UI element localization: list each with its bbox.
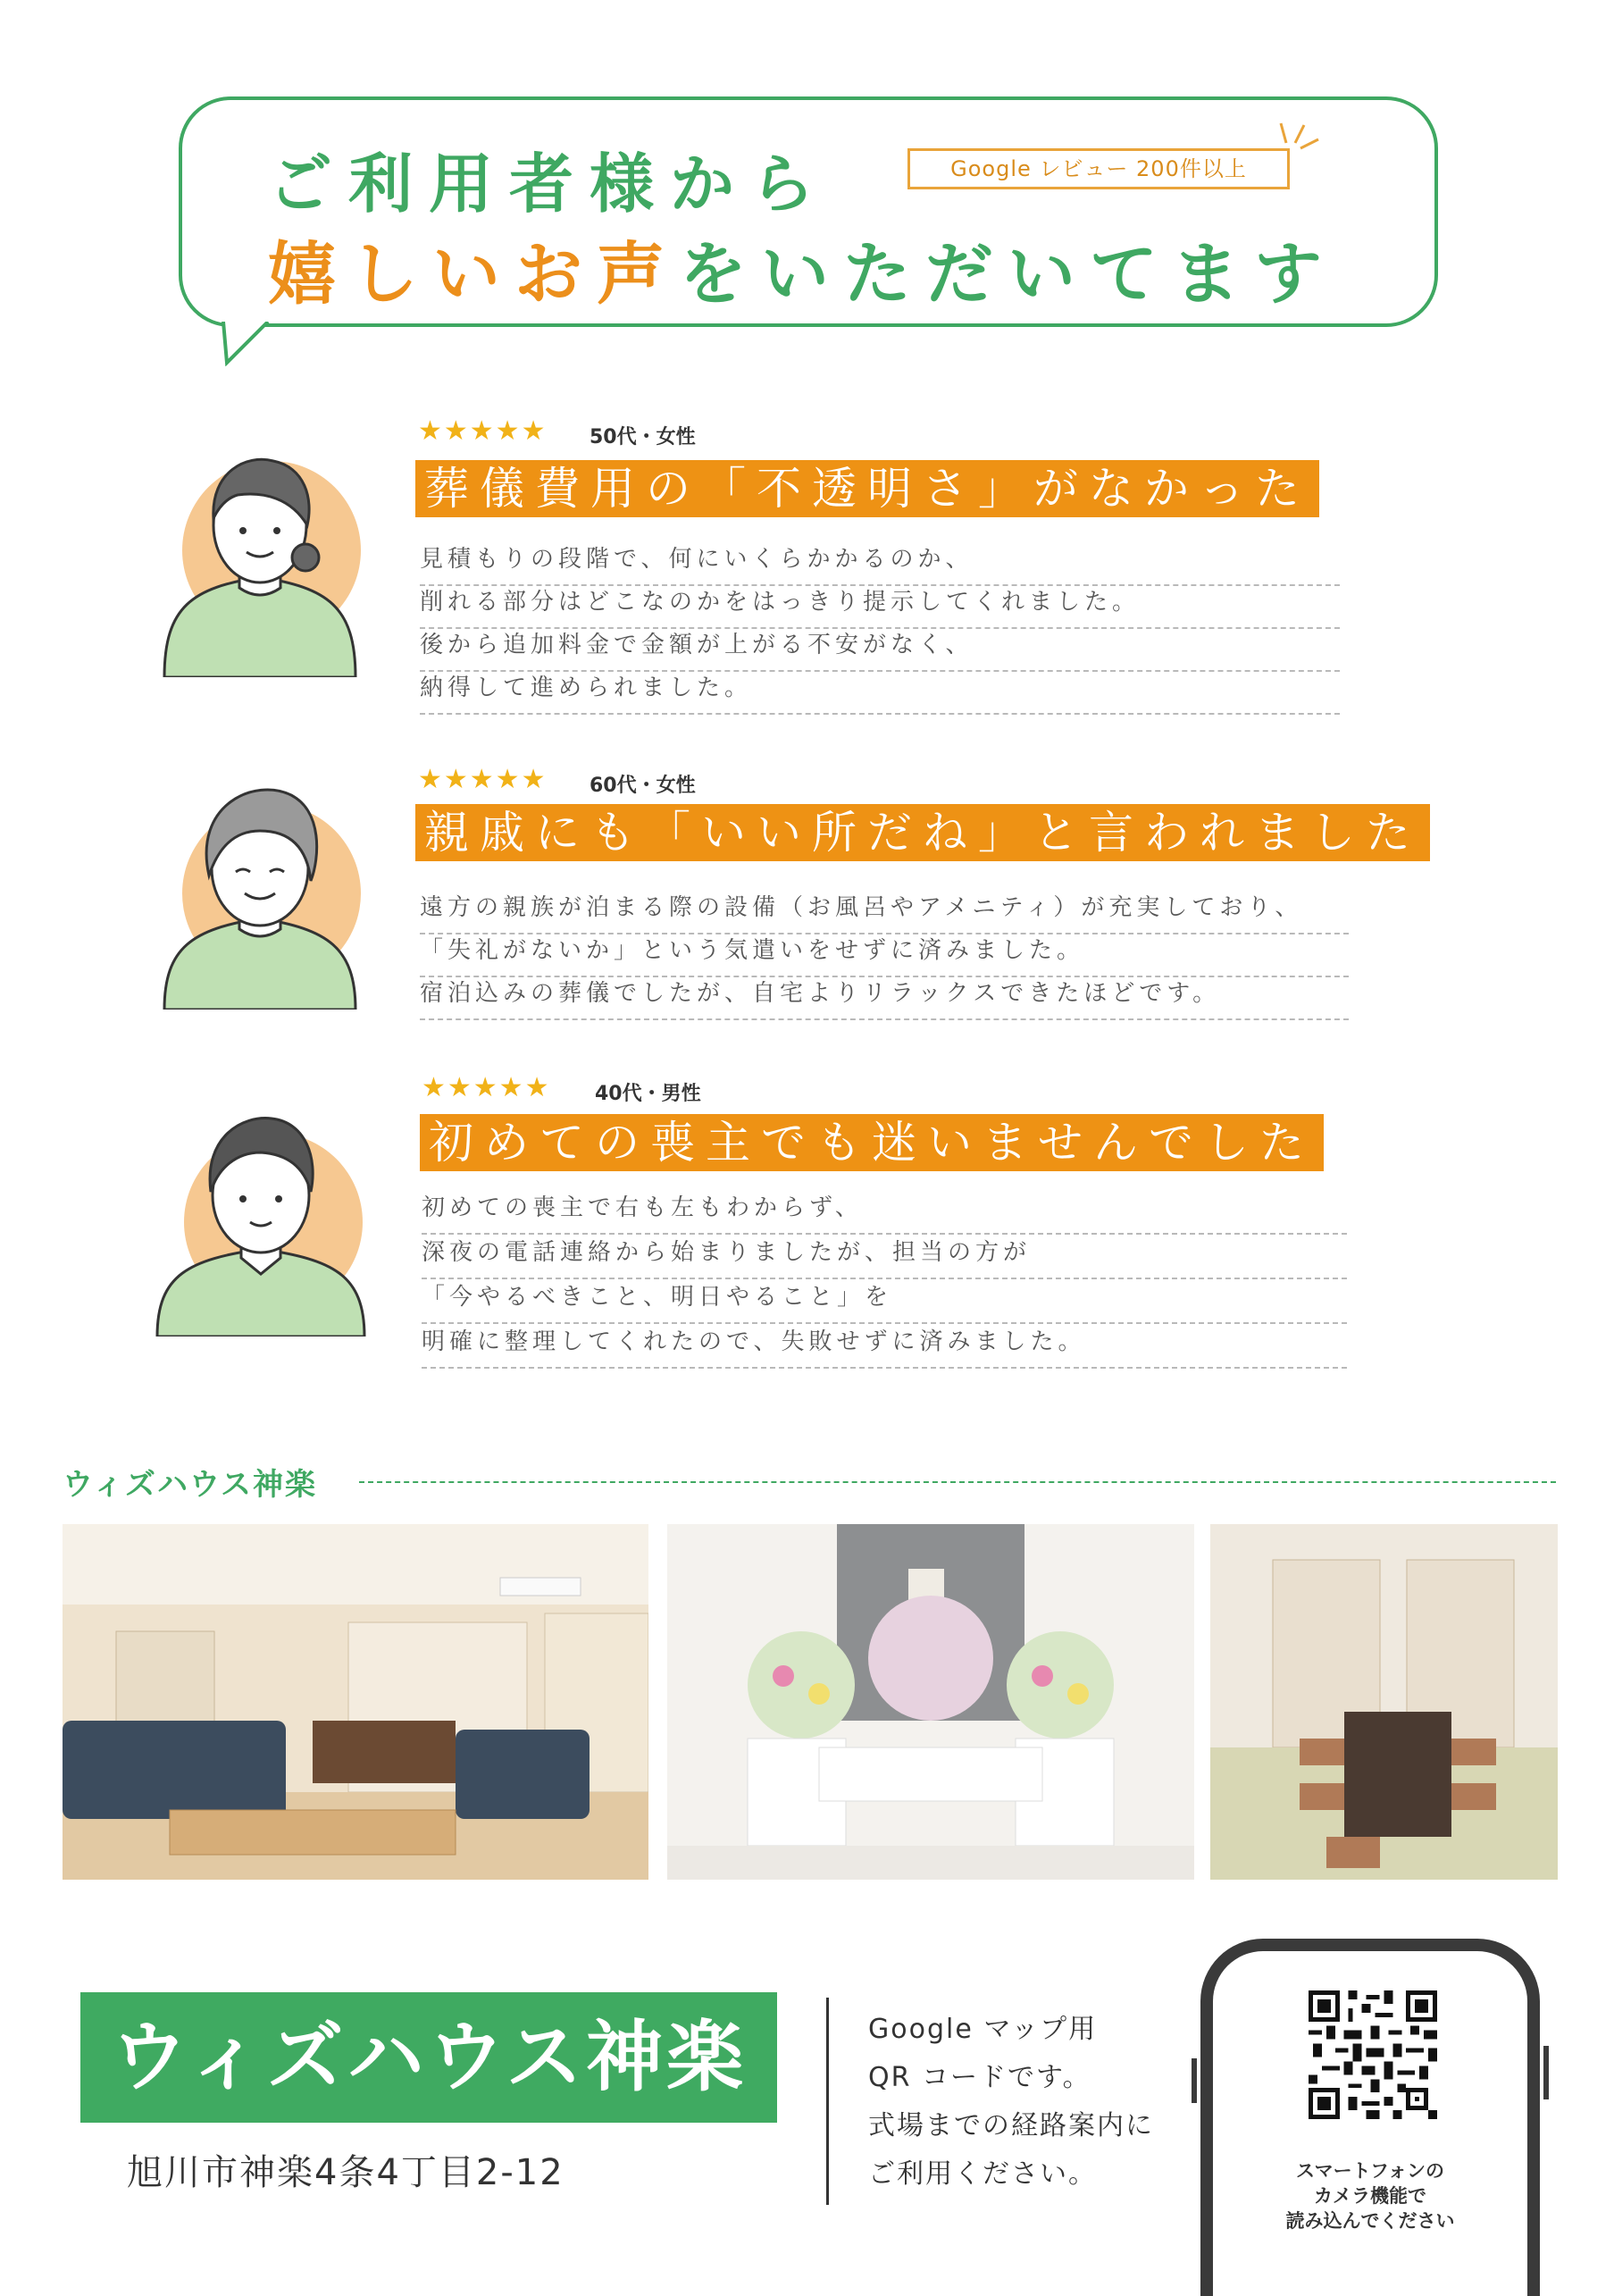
headline-line1: ご利用者様から bbox=[268, 147, 832, 222]
review-text-line: 「今やるべきこと、明日やること」を bbox=[422, 1278, 1347, 1324]
photo-lounge bbox=[63, 1524, 648, 1880]
facility-name: ウィズハウス神楽 bbox=[110, 2013, 748, 2102]
facility-heading: ウィズハウス神楽 bbox=[63, 1467, 317, 1503]
rating-stars: ★★★★★ bbox=[418, 415, 548, 447]
review-text-line: 納得して進められました。 bbox=[420, 668, 1340, 715]
review-text-line: 削れる部分はどこなのかをはっきり提示してくれました。 bbox=[420, 582, 1340, 629]
rating-stars: ★★★★★ bbox=[418, 764, 548, 795]
google-review-badge: Google レビュー 200件以上 bbox=[907, 148, 1290, 189]
review-title: 親戚にも「いい所だね」と言われました bbox=[415, 804, 1430, 861]
phone-side-button bbox=[1192, 2058, 1197, 2103]
headline-rest: をいただいてます bbox=[679, 234, 1336, 314]
review-text-line: 明確に整理してくれたので、失敗せずに済みました。 bbox=[422, 1322, 1347, 1369]
avatar-woman-60s bbox=[157, 768, 363, 1010]
qr-instruction-line: カメラ機能で bbox=[1314, 2185, 1426, 2207]
review-title: 初めての喪主でも迷いませんでした bbox=[420, 1114, 1324, 1171]
qr-caption-line: Google マップ用 bbox=[868, 2014, 1098, 2045]
review-text-line: 宿泊込みの葬儀でしたが、自宅よりリラックスできたほどです。 bbox=[420, 974, 1349, 1020]
review-text-line: 初めての喪主で右も左もわからず、 bbox=[422, 1188, 1347, 1235]
review-text-line: 後から追加料金で金額が上がる不安がなく、 bbox=[420, 625, 1340, 672]
headline-highlight: 嬉しいお声 bbox=[268, 234, 679, 314]
qr-code-icon[interactable] bbox=[1309, 1990, 1437, 2119]
reviewer-meta: 60代・女性 bbox=[590, 775, 696, 797]
reviewer-meta: 50代・女性 bbox=[590, 426, 696, 448]
sparkle-icon bbox=[1277, 116, 1322, 152]
qr-instruction-line: 読み込んでください bbox=[1285, 2210, 1455, 2232]
review-title: 葬儀費用の「不透明さ」がなかった bbox=[415, 460, 1319, 517]
review-text-line: 見積もりの段階で、何にいくらかかるのか、 bbox=[420, 540, 1340, 586]
facility-address: 旭川市神楽4条4丁目2-12 bbox=[127, 2152, 564, 2193]
review-text-line: 深夜の電話連絡から始まりましたが、担当の方が bbox=[422, 1233, 1347, 1279]
photo-tatami-room bbox=[1210, 1524, 1558, 1880]
qr-caption-line: QR コードです。 bbox=[868, 2062, 1091, 2093]
bubble-tail bbox=[222, 322, 293, 366]
review-text-line: 遠方の親族が泊まる際の設備（お風呂やアメニティ）が充実しており、 bbox=[420, 888, 1349, 934]
qr-caption-line: ご利用ください。 bbox=[868, 2158, 1097, 2190]
review-text-line: 「失礼がないか」という気遣いをせずに済みました。 bbox=[420, 931, 1349, 977]
phone-side-button bbox=[1543, 2046, 1549, 2099]
footer-divider bbox=[826, 1998, 829, 2205]
avatar-woman-50s bbox=[157, 436, 363, 677]
facility-heading-rule bbox=[359, 1481, 1556, 1483]
reviewer-meta: 40代・男性 bbox=[595, 1083, 701, 1105]
qr-caption-line: 式場までの経路案内に bbox=[868, 2110, 1154, 2141]
headline-line2 bbox=[268, 220, 1336, 317]
avatar-man-40s bbox=[154, 1095, 368, 1337]
rating-stars: ★★★★★ bbox=[422, 1072, 551, 1103]
photo-altar-flowers bbox=[667, 1524, 1194, 1880]
qr-instruction-line: スマートフォンの bbox=[1296, 2160, 1444, 2182]
